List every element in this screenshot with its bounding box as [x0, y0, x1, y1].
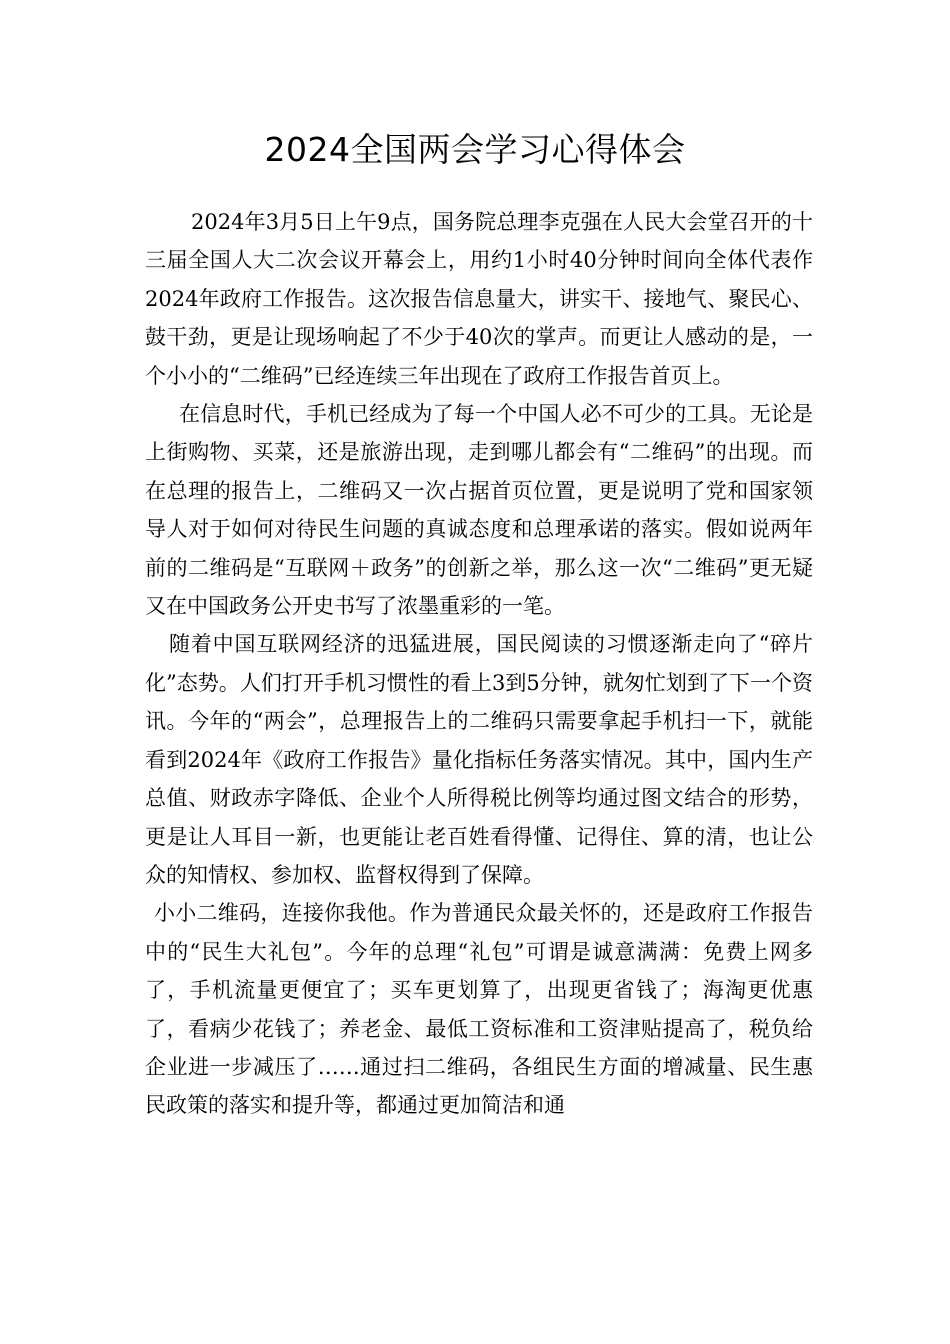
paragraph-1: 2024年3月5日上午9点，国务院总理李克强在人民大会堂召开的十三届全国人大二次会议开幕会上，用约1小时40分钟时间向全体代表作2024年政府工作报告。这次报告信息量大，讲实干、接地气、聚民心、鼓干劲，更是让现场响起了不少于40次的掌声。而更让人感动的是，一个小小的“二维码”已经连续三年出现在了政府工作报告首页上。: [145, 210, 813, 388]
paragraph-4: 小小二维码，连接你我他。作为普通民众最关怀的，还是政府工作报告中的“民生大礼包”。今年的总理“礼包”可谓是诚意满满：免费上网多了，手机流量更便宜了；买车更划算了，出现更省钱了；海淘更优惠了，看病少花钱了；养老金、最低工资标准和工资津贴提高了，税负给企业进一步减压了……通过扫二维码，各组民生方面的增减量、民生惠民政策的落实和提升等，都通过更加简洁和通: [145, 901, 813, 1118]
document-body: [145, 203, 813, 1125]
paragraph-2: 在信息时代，手机已经成为了每一个中国人必不可少的工具。无论是上街购物、买菜，还是旅游出现，走到哪儿都会有“二维码”的出现。而在总理的报告上，二维码又一次占据首页位置，更是说明了党和国家领导人对于如何对待民生问题的真诚态度和总理承诺的落实。假如说两年前的二维码是“互联网＋政务”的创新之举，那么这一次“二维码”更无疑又在中国政务公开史书写了浓墨重彩的一笔。: [145, 402, 813, 619]
document-title: 2024全国两会学习心得体会: [264, 130, 686, 169]
paragraph-3: 随着中国互联网经济的迅猛进展，国民阅读的习惯逐渐走向了“碎片化”态势。人们打开手机习惯性的看上3到5分钟，就匆忙划到了下一个资讯。今年的“两会”，总理报告上的二维码只需要拿起手机扫一下，就能看到2024年《政府工作报告》量化指标任务落实情况。其中，国内生产总值、财政赤字降低、企业个人所得税比例等均通过图文结合的形势，更是让人耳目一新，也更能让老百姓看得懂、记得住、算的清，也让公众的知情权、参加权、监督权得到了保障。: [145, 632, 813, 887]
